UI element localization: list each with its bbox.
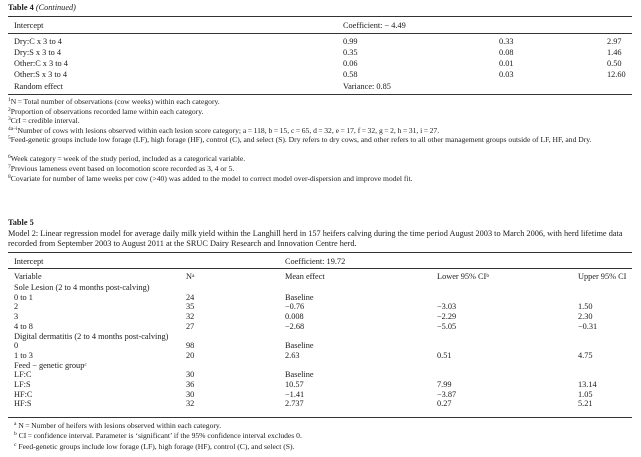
table4-row-label: Dry:C x 3 to 4 xyxy=(14,37,62,46)
table5-row-mean: −2.68 xyxy=(285,321,305,331)
table5-row-mean: 0.008 xyxy=(285,312,304,322)
table5-section-title xyxy=(14,361,87,371)
col-lower-label: Lower 95% CI xyxy=(437,272,487,281)
table4-coefficient: Coefficient: − 4.49 xyxy=(343,21,406,30)
table5-row-label: HF:C xyxy=(14,389,33,399)
table4-footnote xyxy=(8,126,439,135)
table4-footnote-mark: 7 xyxy=(8,164,11,170)
table5-row-upper: 5.21 xyxy=(578,399,593,409)
table5-section-title-text: Sole Lesion (2 to 4 months post-calving) xyxy=(14,283,150,292)
table4-row-coef: 0.35 xyxy=(343,48,358,57)
col-lower xyxy=(437,272,489,282)
table4-footnote xyxy=(8,135,632,144)
table5-footnote-mark: b xyxy=(14,431,17,438)
table4-footnote xyxy=(8,164,234,173)
table4-footnote-mark: 3 xyxy=(8,116,11,123)
table4-footnote-text: Feed-genetic groups include low forage (LF), high forage (HF), control (C), and select (S). Dry refers to dry cows, and other refers to all other management groups outside of LF, HF, and Dry. xyxy=(10,135,592,145)
table4-top-rule xyxy=(8,16,632,17)
table5-row-mean: Baseline xyxy=(285,370,314,380)
table5-row-lower: 7.99 xyxy=(437,380,452,389)
table5-row-n: 27 xyxy=(186,321,195,331)
table5-row-label: 1 to 3 xyxy=(14,350,33,360)
table4-row-upper: 1.46 xyxy=(607,48,622,57)
table4-row-label: Other:C x 3 to 4 xyxy=(14,59,68,68)
table4-row-label: Other:S x 3 to 4 xyxy=(14,70,68,79)
table4-footnote-text: Number of cows with lesions observed within each lesion score category; a = 118, b = 15, c = 65, d = 32, e = 17, f = 32, g = 2, h = 31, i = 27. xyxy=(17,125,440,135)
table5-footnote xyxy=(14,431,302,440)
col-n-mark: a xyxy=(192,273,195,279)
table4-row-lower: 0.01 xyxy=(499,59,514,68)
table5-section-title-mark: c xyxy=(84,361,87,368)
table4-random-value: Variance: 0.85 xyxy=(343,82,391,91)
table5-row-mean: 2.63 xyxy=(285,350,300,360)
table5-row-upper: 4.75 xyxy=(578,350,593,360)
table4-row-coef: 0.58 xyxy=(343,70,358,79)
table4-footnote-text: Previous lameness event based on locomotion score recorded as 3, 4 or 5. xyxy=(10,164,235,173)
table4-footnote-mark: 2 xyxy=(8,106,11,113)
table4-row-upper: 2.97 xyxy=(607,37,622,46)
table5-title: Table 5 xyxy=(8,218,34,227)
table5-row-upper: 1.50 xyxy=(578,302,593,312)
table4-label: Table 4 xyxy=(8,3,34,12)
table5-footnote-text: N = Number of heifers with lesions observed within each category. xyxy=(18,421,222,430)
table5-row-n: 35 xyxy=(186,302,195,312)
table5-bottom-rule xyxy=(8,417,632,418)
table4-footnote-mark: 1 xyxy=(8,97,11,103)
table4-continued: (Continued) xyxy=(35,3,76,12)
col-n-label: N xyxy=(186,272,192,281)
table5-row-n: 98 xyxy=(186,341,195,351)
table5-row-n: 20 xyxy=(186,350,195,360)
table5-row-n: 30 xyxy=(186,389,195,399)
table4-footnote xyxy=(8,116,80,125)
table5-row-label: HF:S xyxy=(14,399,32,409)
table5-row-mean: 2.737 xyxy=(285,399,304,409)
table5-row-upper: −0.31 xyxy=(578,321,598,331)
col-upper: Upper 95% CI xyxy=(578,272,627,281)
table5-row-n: 32 xyxy=(186,399,195,409)
table5-row-lower: −2.29 xyxy=(437,312,457,322)
col-variable: Variable xyxy=(14,272,42,281)
table4-row-coef: 0.06 xyxy=(343,59,358,68)
table5-row-n: 24 xyxy=(186,292,195,302)
table5-header-rule xyxy=(8,268,632,269)
table5-row-n: 32 xyxy=(186,312,195,322)
table4-footnote-text: Covariate for number of lame weeks per cow (>40) was added to the model to correct model over-dispersion and improve model fit. xyxy=(10,173,413,183)
col-mean: Mean effect xyxy=(285,272,325,281)
table5-row-mean: −1.41 xyxy=(285,389,305,399)
table5-row-n: 36 xyxy=(186,380,195,389)
table4-footnote-text: CrI = credible interval. xyxy=(10,116,80,126)
table5-row-label: LF:S xyxy=(14,380,31,389)
table4-row-lower: 0.08 xyxy=(499,48,514,57)
table4-footnote-text: Week category = week of the study period, included as a categorical variable. xyxy=(10,154,246,164)
table4-footnote xyxy=(8,97,220,106)
table4-footnote xyxy=(8,154,245,163)
table5-coefficient: Coefficient: 19.72 xyxy=(285,257,346,266)
table5-section-title-text: Digital dermatitis (2 to 4 months post-calving) xyxy=(14,331,169,341)
col-n xyxy=(186,272,194,282)
table4-row-label: Dry:S x 3 to 4 xyxy=(14,48,62,57)
table5-footnote xyxy=(14,442,294,451)
table5-footnote xyxy=(14,421,221,430)
table5-row-mean: −0.76 xyxy=(285,302,305,312)
table5-footnote-text: Feed-genetic groups include low forage (LF), high forage (HF), control (C), and select (S). xyxy=(18,441,295,451)
table5-caption: Model 2: Linear regression model for average daily milk yield within the Langhill herd in 157 heifers calving during the time period August 2003 to March 2006, with herd lifetime data recorded from September 2003 to August 2011 at the SRUC Dairy Research and Innovation Centre herd. xyxy=(8,229,623,248)
table5-section-title-text: Feed − genetic group xyxy=(14,360,85,370)
table5-row-label: 4 to 8 xyxy=(14,321,33,331)
table5-footnote-text: CI = confidence interval. Parameter is ‘significant’ if the 95% confidence interval excludes 0. xyxy=(18,431,302,441)
table5-row-n: 30 xyxy=(186,370,195,380)
table5-row-lower: −3.03 xyxy=(437,302,457,312)
table5-row-label: 0 to 1 xyxy=(14,292,33,302)
table4-footnote-text: N = Total number of observations (cow weeks) within each category. xyxy=(10,97,220,106)
table5-row-lower: 0.51 xyxy=(437,350,452,360)
table5-row-upper: 2.30 xyxy=(578,312,593,322)
table4-title xyxy=(8,3,76,13)
table5-row-mean: Baseline xyxy=(285,292,314,302)
table5-row-mean: 10.57 xyxy=(285,380,304,389)
table4-footnote xyxy=(8,107,203,116)
table4-footnote-mark: 5 xyxy=(8,135,11,142)
table5-row-label: 3 xyxy=(14,312,19,322)
table4-footnote-mark: 4a–i xyxy=(8,125,18,132)
table5-row-label: 2 xyxy=(14,302,19,312)
table4-row-upper: 0.50 xyxy=(607,59,622,68)
table4-footnote-mark: 6 xyxy=(8,154,11,161)
table5-row-lower: −5.05 xyxy=(437,321,457,331)
table5-row-upper: 13.14 xyxy=(578,380,597,389)
table5-row-lower: −3.87 xyxy=(437,389,457,399)
table5-section-title xyxy=(14,283,150,293)
table4-row-lower: 0.33 xyxy=(499,37,514,46)
table4-header-rule xyxy=(8,33,632,34)
table5-intercept-label: Intercept xyxy=(14,257,44,266)
table5-row-label: LF:C xyxy=(14,370,32,380)
table5-section-title xyxy=(14,332,168,342)
table4-footnote-mark: 8 xyxy=(8,173,11,180)
table4-random-label: Random effect xyxy=(14,82,63,91)
table5-footnote-mark: a xyxy=(14,421,17,427)
table5-footnote-mark: c xyxy=(14,441,17,448)
col-lower-mark: b xyxy=(486,273,490,279)
table5-top-rule xyxy=(8,252,632,253)
table5-row-lower: 0.27 xyxy=(437,399,452,409)
table5-row-mean: Baseline xyxy=(285,341,314,351)
table5-row-label: 0 xyxy=(14,341,19,351)
table4-footnote xyxy=(8,174,413,183)
table4-row-coef: 0.99 xyxy=(343,37,358,46)
table5-row-upper: 1.05 xyxy=(578,389,593,399)
table4-footnote-text: Proportion of observations recorded lame within each category. xyxy=(10,106,204,116)
table4-row-lower: 0.03 xyxy=(499,70,514,79)
table4-intercept-label: Intercept xyxy=(14,21,44,30)
table4-bottom-rule xyxy=(8,94,632,95)
table4-row-upper: 12.60 xyxy=(607,70,626,79)
